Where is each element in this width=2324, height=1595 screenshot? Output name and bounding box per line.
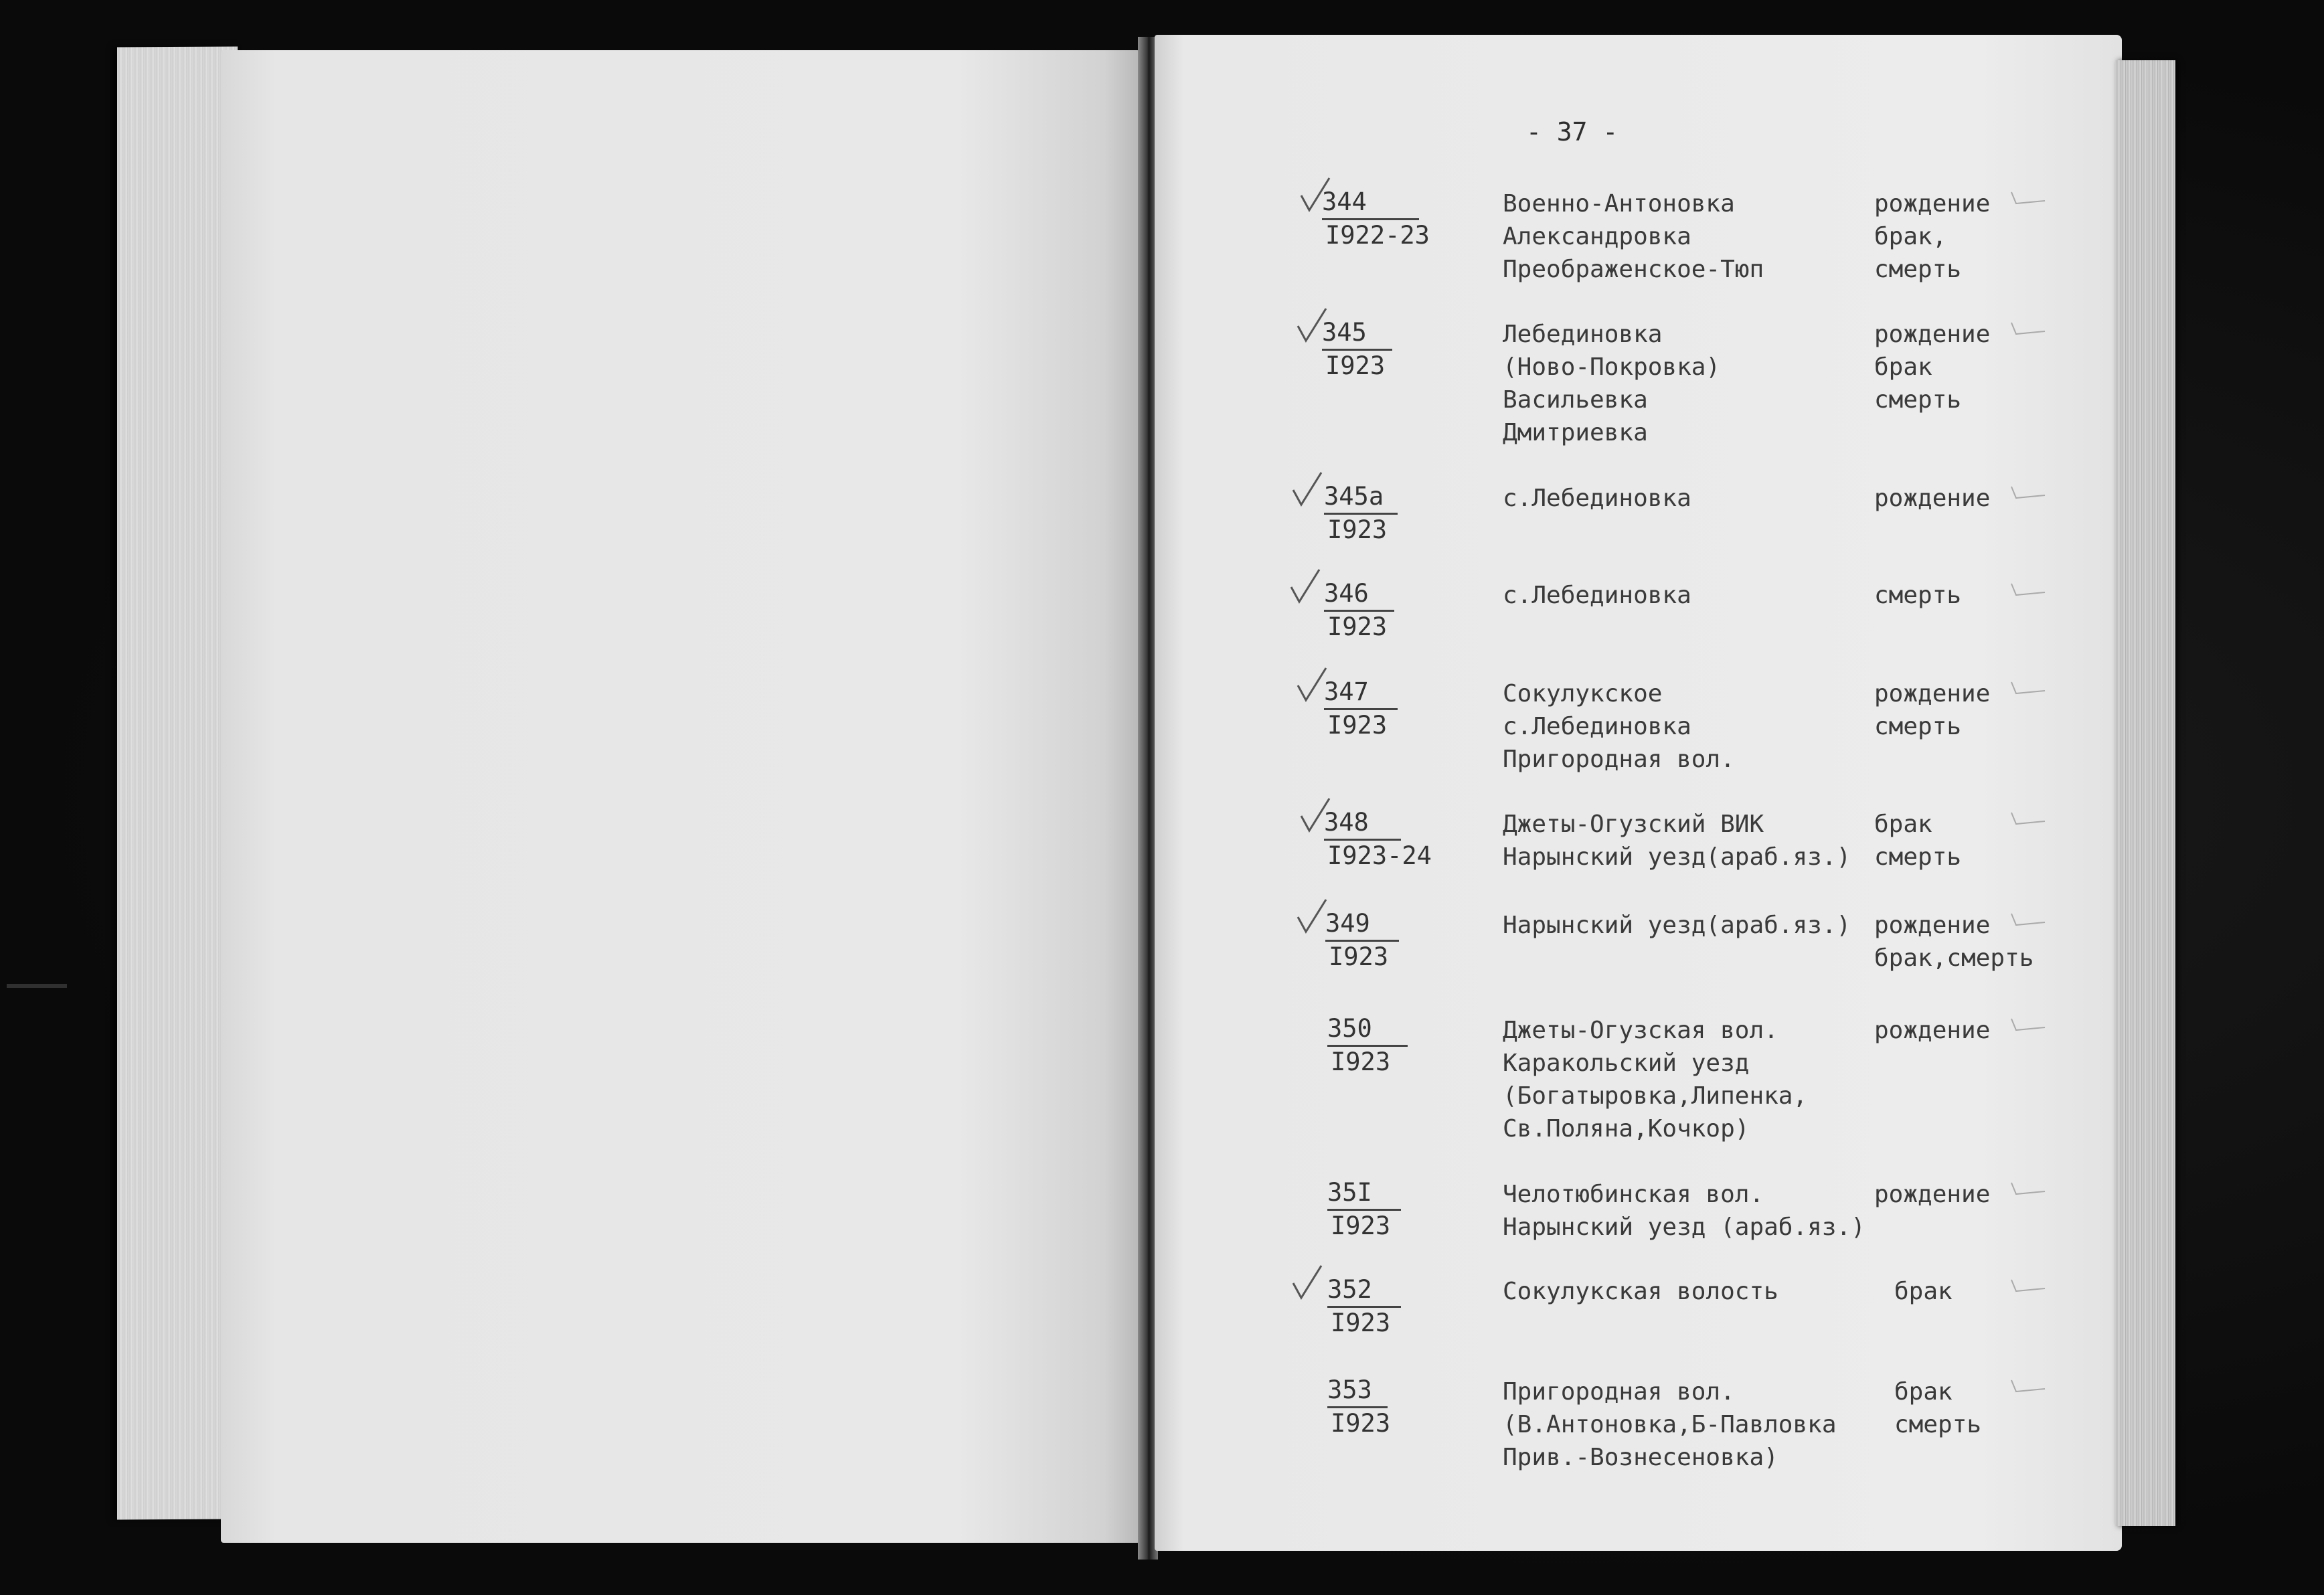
margin-tick-mark: [2008, 1276, 2048, 1296]
record-type: брак,смерть: [1874, 944, 2034, 972]
record-type: смерть: [1874, 582, 1962, 609]
record-type: рождение: [1874, 190, 1991, 218]
record-type: смерть: [1874, 713, 1962, 740]
file-number: 344: [1322, 187, 1419, 220]
file-number: 35I: [1327, 1178, 1401, 1211]
record-type: рождение: [1874, 1017, 1991, 1044]
record-type: брак: [1874, 811, 1932, 838]
margin-tick-mark: [2008, 483, 2048, 503]
page-number: - 37 -: [1526, 117, 1618, 147]
place-name: Сокулукское: [1503, 680, 1663, 707]
place-name: Преображенское-Тюп: [1503, 256, 1764, 283]
margin-tick-mark: [2008, 679, 2048, 699]
file-years: I923: [1331, 1409, 1391, 1438]
place-name: Челотюбинская вол.: [1503, 1181, 1764, 1208]
record-type: брак: [1894, 1278, 1953, 1305]
margin-tick-mark: [2008, 809, 2048, 829]
file-years: I923-24: [1327, 841, 1432, 870]
place-name: Нарынский уезд(араб.яз.): [1503, 843, 1851, 871]
place-name: Каракольский уезд: [1503, 1050, 1750, 1077]
file-years: I923: [1329, 942, 1389, 971]
place-name: Дмитриевка: [1503, 419, 1648, 446]
margin-tick-mark: [2008, 910, 2048, 930]
file-number: 346: [1324, 579, 1394, 612]
place-name: с.Лебединовка: [1503, 713, 1691, 740]
place-name: (Богатыровка,Липенка,: [1503, 1082, 1808, 1110]
margin-tick-mark: [2008, 1015, 2048, 1035]
margin-tick-mark: [2008, 580, 2048, 600]
place-name: Св.Поляна,Кочкор): [1503, 1115, 1750, 1143]
record-type: смерть: [1874, 256, 1962, 283]
place-name: Военно-Антоновка: [1503, 190, 1735, 218]
check-icon: [1291, 470, 1324, 510]
check-icon: [1295, 897, 1329, 937]
file-years: I923: [1325, 351, 1386, 380]
right-page-edges: [2115, 60, 2175, 1526]
place-name: Нарынский уезд (араб.яз.): [1503, 1213, 1865, 1241]
file-number: 345а: [1324, 482, 1398, 515]
place-name: с.Лебединовка: [1503, 582, 1691, 609]
check-icon: [1291, 1263, 1324, 1303]
place-name: Нарынский уезд(араб.яз.): [1503, 912, 1851, 939]
place-name: Сокулукская волость: [1503, 1278, 1778, 1305]
record-type: рождение: [1874, 485, 1991, 512]
check-icon: [1295, 665, 1329, 705]
file-years: I923: [1331, 1309, 1391, 1337]
place-name: Васильевка: [1503, 386, 1648, 414]
file-number: 345: [1322, 318, 1392, 351]
file-number: 348: [1324, 808, 1401, 841]
place-name: (Ново-Покровка): [1503, 353, 1721, 381]
record-type: брак: [1874, 353, 1932, 381]
file-number: 352: [1327, 1275, 1401, 1308]
place-name: Прив.-Вознесеновка): [1503, 1444, 1778, 1471]
check-icon: [1289, 567, 1322, 607]
file-years: I922-23: [1325, 221, 1430, 250]
record-type: рождение: [1874, 1181, 1991, 1208]
file-number: 347: [1324, 677, 1398, 710]
record-type: брак: [1894, 1378, 1953, 1406]
file-number: 350: [1327, 1014, 1408, 1047]
place-name: Джеты-Огузская вол.: [1503, 1017, 1778, 1044]
file-years: I923: [1327, 515, 1388, 544]
margin-tick-mark: [2008, 1179, 2048, 1199]
place-name: с.Лебединовка: [1503, 485, 1691, 512]
record-type: рождение: [1874, 912, 1991, 939]
place-name: Пригородная вол.: [1503, 1378, 1735, 1406]
file-number: 349: [1325, 909, 1399, 942]
place-name: Джеты-Огузский ВИК: [1503, 811, 1764, 838]
left-blank-page: [221, 50, 1141, 1543]
place-name: Пригородная вол.: [1503, 746, 1735, 773]
check-icon: [1295, 306, 1329, 346]
place-name: (В.Антоновка,Б-Павловка: [1503, 1411, 1837, 1438]
place-name: Александровка: [1503, 223, 1691, 250]
place-name: Лебединовка: [1503, 321, 1663, 348]
check-icon: [1299, 175, 1332, 216]
record-type: брак,: [1874, 223, 1947, 250]
file-years: I923: [1327, 711, 1388, 740]
file-number: 353: [1327, 1375, 1388, 1408]
file-years: I923: [1331, 1047, 1391, 1076]
scan-edge-mark: [7, 984, 67, 988]
left-page-edges: [117, 47, 238, 1520]
record-type: смерть: [1874, 843, 1962, 871]
check-icon: [1299, 796, 1332, 836]
file-years: I923: [1327, 612, 1388, 641]
margin-tick-mark: [2008, 189, 2048, 209]
margin-tick-mark: [2008, 1377, 2048, 1397]
record-type: рождение: [1874, 321, 1991, 348]
record-type: смерть: [1874, 386, 1962, 414]
record-type: смерть: [1894, 1411, 1982, 1438]
margin-tick-mark: [2008, 319, 2048, 339]
record-type: рождение: [1874, 680, 1991, 707]
file-years: I923: [1331, 1211, 1391, 1240]
